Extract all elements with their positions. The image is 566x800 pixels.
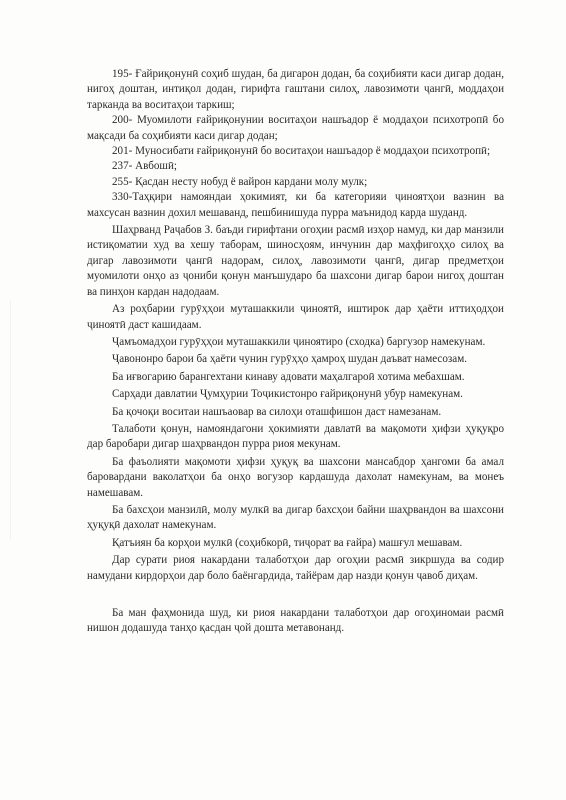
article-201: 201- Муносибати ғайриқонунӣ бо воситаҳои нашъадор ё моддаҳои психотропӣ; [112,145,491,158]
article-200: 200- Муомилоти ғайриқонунии воситаҳои нашъадор ё моддаҳои психотропӣ бо мақсади ба соҳибияти каси дигар додан; [87,114,504,142]
closing-statement: Ба ман фаҳмонида шуд, ки риоя накардани талаботҳои дар огоҳиномаи расмӣ нишон додашуда танҳо қасдан ҷой дошта метавонанд. [87,607,504,635]
citizen-statement: Шаҳрванд Раҷабов З. баъди гирифтани огоҳии расмӣ изҳор намуд, ки дар манзили истиқоматии худ ва хешу таборам, шиносҳоям, инчунин дар маҳфигоҳҳо силоҳ ва дигар лавозимоти ҷангӣ надорам, силоҳ, лавозимоти ҷангӣ, дигар предметҳои муомилоти онҳо аз ҷониби қонун манъшударо ба шахсони дигар барои нигоҳ доштан ва пинҳон кардан надодаам. [87,224,504,298]
pledge-paragraph: Ба фаъолияти мақомоти ҳифзи ҳуқуқ ва шахсони мансабдор ҳангоми ба амал баровардани ваколатҳои ба онҳо вогузор кардашуда дахолат намекунам, ва монеъ намешавам. [87,455,504,499]
pledge-paragraph: Ҷавононро барои ба ҳаёти чунин гурӯҳҳо ҳамроҳ шудан даъват намесозам. [112,353,467,366]
pledge-paragraph: Ба иғвогарию барангехтани кинаву адовати маҳалгароӣ хотима мебахшам. [112,370,465,383]
pledge-paragraph: Аз роҳбарии гурӯҳҳои муташаккили ҷиноятӣ, иштирок дар ҳаёти иттиҳодҳои ҷиноятӣ даст кашидаам. [87,303,504,331]
article-330: 330-Таҳқири намояндаи ҳокимият, ки ба категорияи ҷиноятҳои вазнин ва махсусан вазнин дохил мешаванд, пешбинишуда пурра маънидод карда шуданд. [87,191,504,219]
pledge-paragraph: Ба қочоқи воситаи нашъаовар ва силоҳи оташфишон даст намезанам. [112,405,442,418]
scan-artifact [10,300,11,540]
pledge-paragraph: Сарҳади давлатии Ҷумҳурии Тоҷикистонро ғайриқонунӣ убур намекунам. [112,388,463,401]
article-237: 237- Авбошӣ; [112,160,177,173]
article-195: 195- Ғайриқонунӣ соҳиб шудан, ба дигарон додан, ба соҳибияти каси дигар додан, нигоҳ доштан, интиқол додан, гирифта гаштани силоҳ, лавозимоти ҷангӣ, моддаҳои тарканда ва воситаҳои таркиш; [87,68,504,111]
pledge-paragraph: Ба бахсҳои манзилӣ, молу мулкӣ ва дигар бахсҳои байни шаҳрвандон ва шахсони ҳуқуқӣ дахолат намекунам. [87,503,504,532]
pledge-paragraph: Талаботи қонун, намояндагони ҳокимияти давлатӣ ва мақомоти ҳифзи ҳуқуқро дар баробари дигар шаҳрвандон пурра риоя мекунам. [87,422,504,451]
pledge-paragraph: Дар сурати риоя накардани талаботҳои дар огоҳии расмӣ зикршуда ва содир намудани кирдорҳои дар боло баёнгардида, тайёрам дар назди қонун ҷавоб диҳам. [87,554,504,582]
article-255: 255- Қасдан несту нобуд ё вайрон кардани молу мулк; [112,175,368,188]
pledge-paragraph: Ҷамъомадҳои гурӯҳҳои муташаккили ҷиноятиро (сходка) баргузор намекунам. [112,335,486,348]
pledge-paragraph: Қатъиян ба корҳои мулкӣ (соҳибкорӣ, тиҷорат ва ғайра) машғул мешавам. [112,536,463,549]
